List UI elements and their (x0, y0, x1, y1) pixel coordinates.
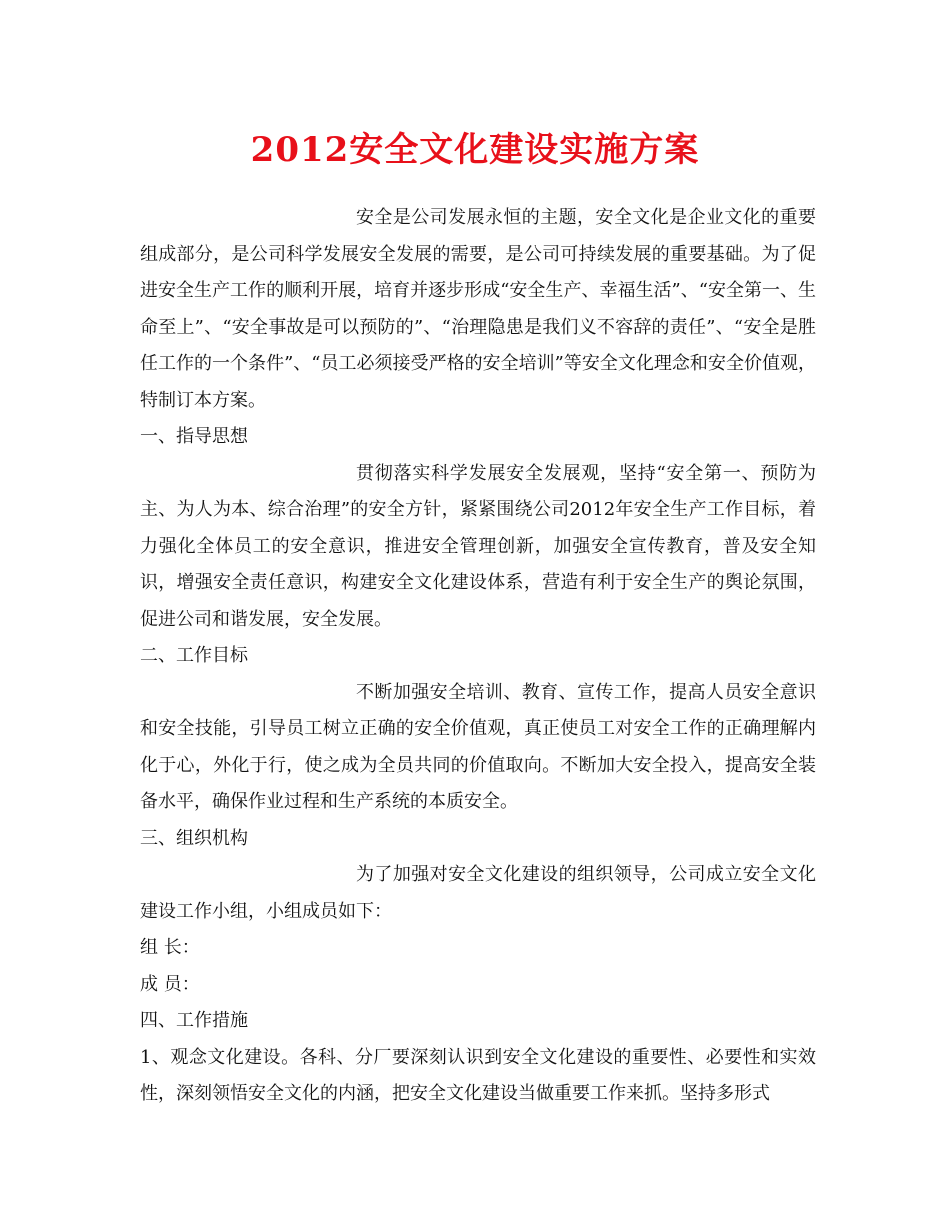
section-text-work-goals: 不断加强安全培训、教育、宣传工作，提高人员安全意识和安全技能，引导员工树立正确的安全价值观，真正使员工对安全工作的正确理解内化于心，外化于行，使之成为全员共同的价值取向。不断加大安全投入，提高安全装备水平，确保作业过程和生产系统的本质安全。 (140, 681, 816, 812)
section-heading-guiding-ideology: 一、指导思想 (140, 426, 248, 447)
measure-1-paragraph: 1、观念文化建设。各科、分厂要深刻认识到安全文化建设的重要性、必要性和实效性，深刻领悟安全文化的内涵，把安全文化建设当做重要工作来抓。坚持多形式 (140, 1046, 816, 1104)
section-heading-measures: 四、工作措施 (140, 1010, 248, 1031)
leader-label: 组 长： (140, 937, 200, 958)
document-body (140, 200, 816, 1113)
intro-paragraph: 安全是公司发展永恒的主题，安全文化是企业文化的重要组成部分，是公司科学发展安全发展的需要，是公司可持续发展的重要基础。为了促进安全生产工作的顺利开展，培育并逐步形成“安全生产、幸福生活”、“安全第一、生命至上”、“安全事故是可以预防的”、“治理隐患是我们义不容辞的责任”、“安全是胜任工作的一个条件”、“员工必须接受严格的安全培训”等安全文化理念和安全价值观，特制订本方案。 (140, 207, 816, 411)
section-heading-organization: 三、组织机构 (140, 827, 248, 849)
section-heading-work-goals: 二、工作目标 (140, 645, 248, 666)
member-label: 成 员： (140, 973, 200, 995)
section-text-guiding-ideology: 贯彻落实科学发展安全发展观，坚持“安全第一、预防为主、为人为本、综合治理”的安全方针，紧紧围绕公司2012年安全生产工作目标，着力强化全体员工的安全意识，推进安全管理创新，加强安全宣传教育，普及安全知识，增强安全责任意识，构建安全文化建设体系，营造有利于安全生产的舆论氛围，促进公司和谐发展，安全发展。 (140, 462, 816, 630)
document-title: 2012安全文化建设实施方案 (250, 130, 700, 170)
section-text-organization: 为了加强对安全文化建设的组织领导，公司成立安全文化建设工作小组，小组成员如下： (140, 864, 816, 922)
